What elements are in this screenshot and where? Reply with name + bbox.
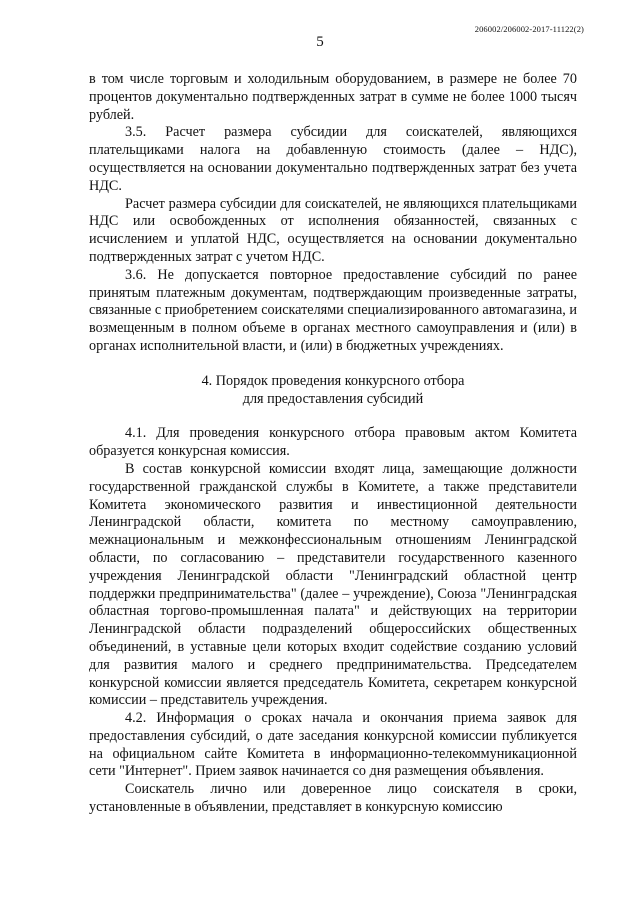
paragraph-3-6: 3.6. Не допускается повторное предоставление субсидий по ранее принятым платежным документам, подтверждающим произведенные затраты, связанные с приобретением соискателями специализированного автомагазина, и возмещенным в полном объеме в органах местного самоуправления и (или) в органах исполнительной власти, и (или) в бюджетных учреждениях. xyxy=(89,266,577,354)
page-number: 5 xyxy=(316,34,324,50)
document-id: 206002/206002-2017-11122(2) xyxy=(474,24,584,34)
section-heading xyxy=(89,373,577,409)
paragraph-4-1: 4.1. Для проведения конкурсного отбора правовым актом Комитета образуется конкурсная комиссия. xyxy=(89,425,577,460)
paragraph-continuation: в том числе торговым и холодильным оборудованием, в размере не более 70 процентов документально подтвержденных затрат в сумме не более 1000 тысяч рублей. xyxy=(89,71,577,123)
section-heading-line1: 4. Порядок проведения конкурсного отбора xyxy=(201,372,465,389)
paragraph-applicant-submission: Соискатель лично или доверенное лицо соискателя в сроки, установленные в объявлении, представляет в конкурсную комиссию xyxy=(89,781,577,816)
paragraph-3-5: 3.5. Расчет размера субсидии для соискателей, являющихся плательщиками налога на добавленную стоимость (далее – НДС), осуществляется на основании документально подтвержденных затрат без учета НДС. xyxy=(89,124,577,194)
paragraph-commission-composition: В состав конкурсной комиссии входят лица, замещающие должности государственной гражданской службы в Комитете, а также представители Комитета экономического развития и инвестиционной деятельности Ленинградской области, комитета по местному самоуправлению, межнациональным и межконфессиональным отношениям Ленинградской области, по согласованию – представители государственного казенного учреждения Ленинградской области "Ленинградский областной центр поддержки предпринимательства" (далее – учреждение), Союза "Ленинградская областная торгово-промышленная палата" и действующих на территории Ленинградской области подразделений общероссийских общественных объединений, в уставные цели которых входит содействие созданию условий для развития малого и среднего предпринимательства. Председателем конкурсной комиссии является председатель Комитета, секретарем конкурсной комиссии – представитель учреждения. xyxy=(89,460,577,709)
section-heading-line2: для предоставления субсидий xyxy=(242,390,424,407)
paragraph-vat-exempt: Расчет размера субсидии для соискателей, не являющихся плательщиками НДС или освобожденных от исполнения обязанностей, связанных с исчислением и уплатой НДС, осуществляется на основании документально подтвержденных затрат с учетом НДС. xyxy=(89,195,577,265)
document-body xyxy=(89,71,577,817)
paragraph-4-2: 4.2. Информация о сроках начала и окончания приема заявок для предоставления субсидий, о дате заседания конкурсной комиссии публикуется на официальном сайте Комитета в информационно-телекоммуникационной сети "Интернет". Прием заявок начинается со дня размещения объявления. xyxy=(89,710,577,780)
